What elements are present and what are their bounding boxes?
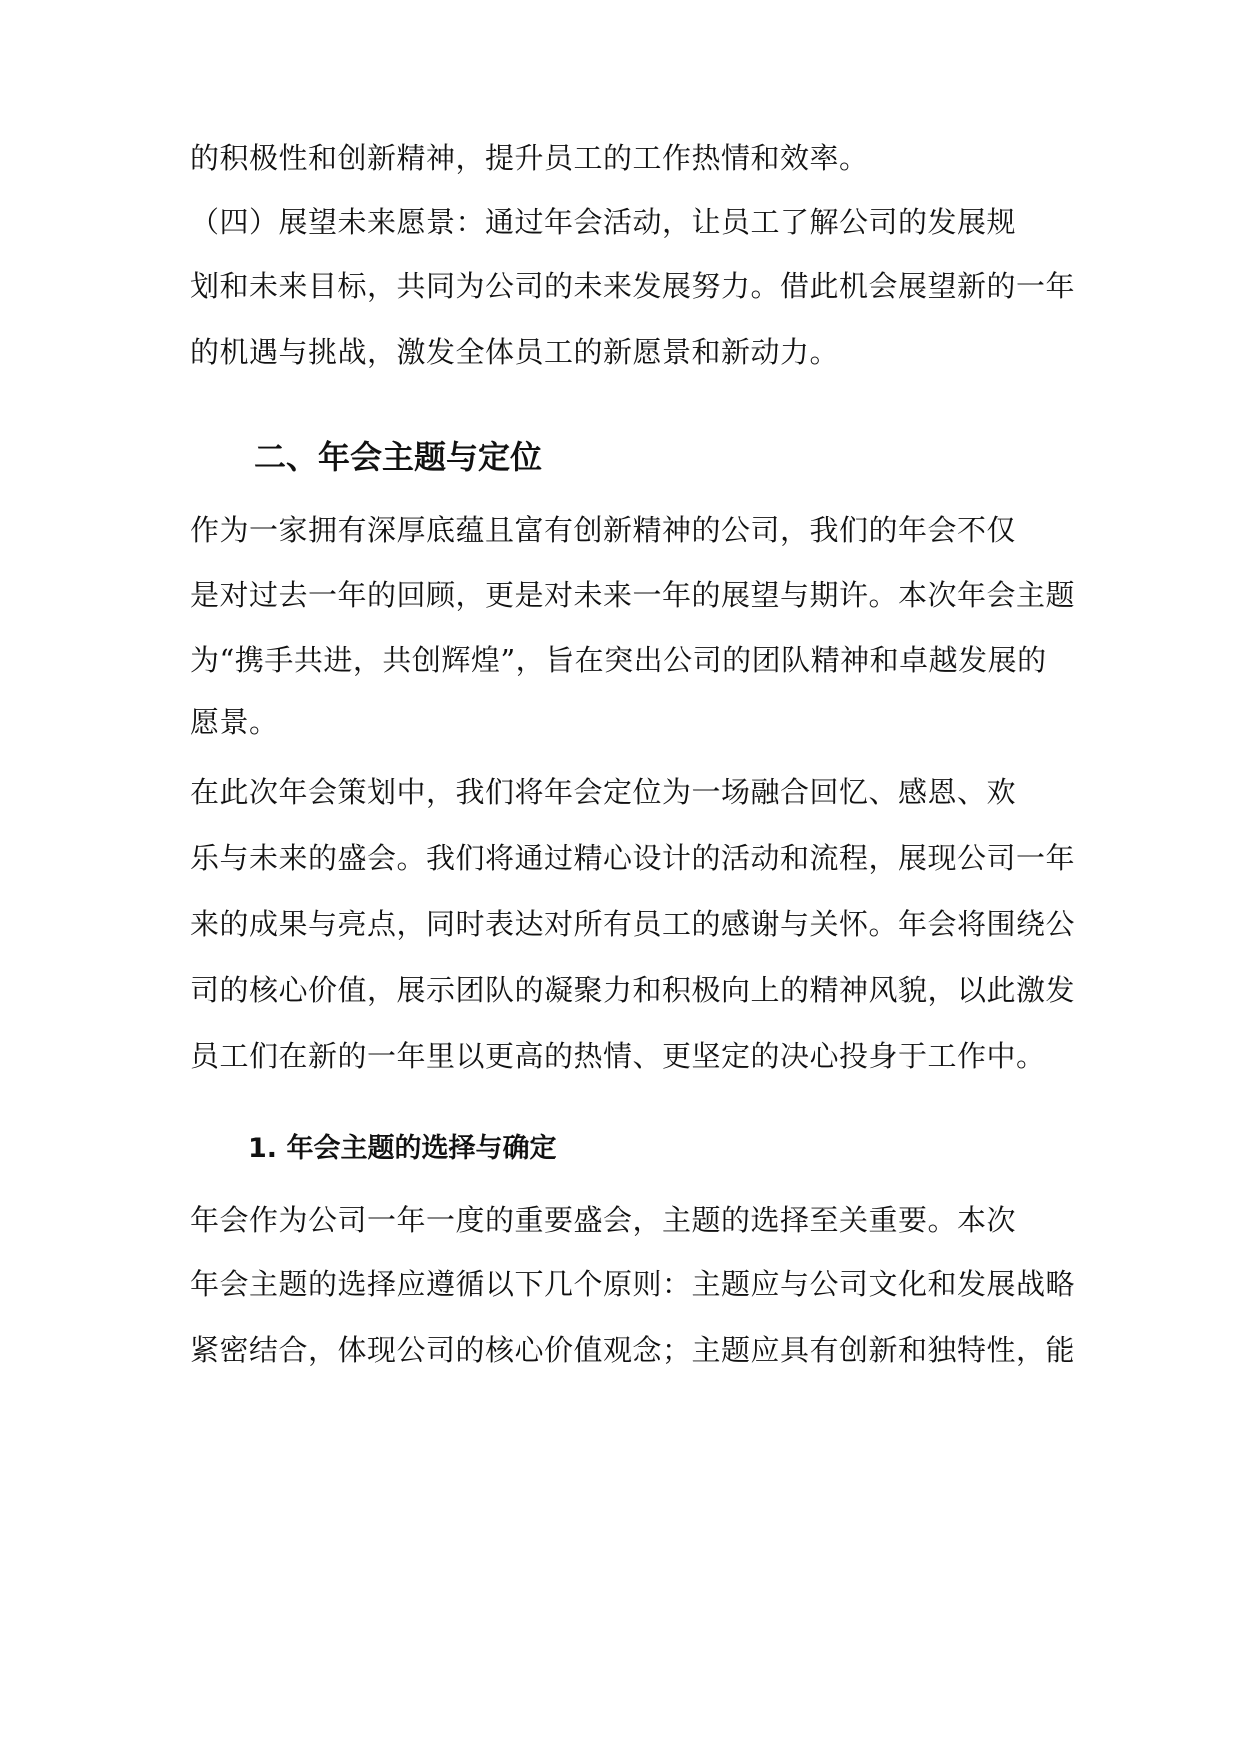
paragraph-line: 年会作为公司一年一度的重要盛会，主题的选择至关重要。本次 — [190, 1203, 1017, 1237]
paragraph-line: 为“携手共进，共创辉煌”，旨在突出公司的团队精神和卓越发展的 — [190, 643, 1047, 677]
paragraph-line: 在此次年会策划中，我们将年会定位为一场融合回忆、感恩、欢 — [190, 775, 1017, 809]
paragraph-line: 是对过去一年的回顾，更是对未来一年的展望与期许。本次年会主题 — [190, 578, 1076, 612]
paragraph-line: 的机遇与挑战，激发全体员工的新愿景和新动力。 — [190, 335, 840, 369]
paragraph-line: 紧密结合，体现公司的核心价值观念；主题应具有创新和独特性，能 — [190, 1333, 1076, 1367]
paragraph-line: 来的成果与亮点，同时表达对所有员工的感谢与关怀。年会将围绕公 — [190, 907, 1076, 941]
paragraph-line: 司的核心价值，展示团队的凝聚力和积极向上的精神风貌，以此激发 — [190, 973, 1076, 1007]
paragraph-line: 划和未来目标，共同为公司的未来发展努力。借此机会展望新的一年 — [190, 269, 1076, 303]
paragraph-line: 作为一家拥有深厚底蕴且富有创新精神的公司，我们的年会不仅 — [190, 513, 1017, 547]
subsection-heading: 1. 年会主题的选择与确定 — [248, 1133, 557, 1164]
paragraph-line: 员工们在新的一年里以更高的热情、更坚定的决心投身于工作中。 — [190, 1039, 1046, 1073]
paragraph-line: （四）展望未来愿景：通过年会活动，让员工了解公司的发展规 — [190, 205, 1017, 239]
paragraph-line: 的积极性和创新精神，提升员工的工作热情和效率。 — [190, 141, 869, 175]
section-heading: 二、年会主题与定位 — [254, 438, 543, 476]
paragraph-line: 年会主题的选择应遵循以下几个原则：主题应与公司文化和发展战略 — [190, 1267, 1076, 1301]
paragraph-line: 愿景。 — [190, 705, 279, 739]
paragraph-line: 乐与未来的盛会。我们将通过精心设计的活动和流程，展现公司一年 — [190, 841, 1076, 875]
